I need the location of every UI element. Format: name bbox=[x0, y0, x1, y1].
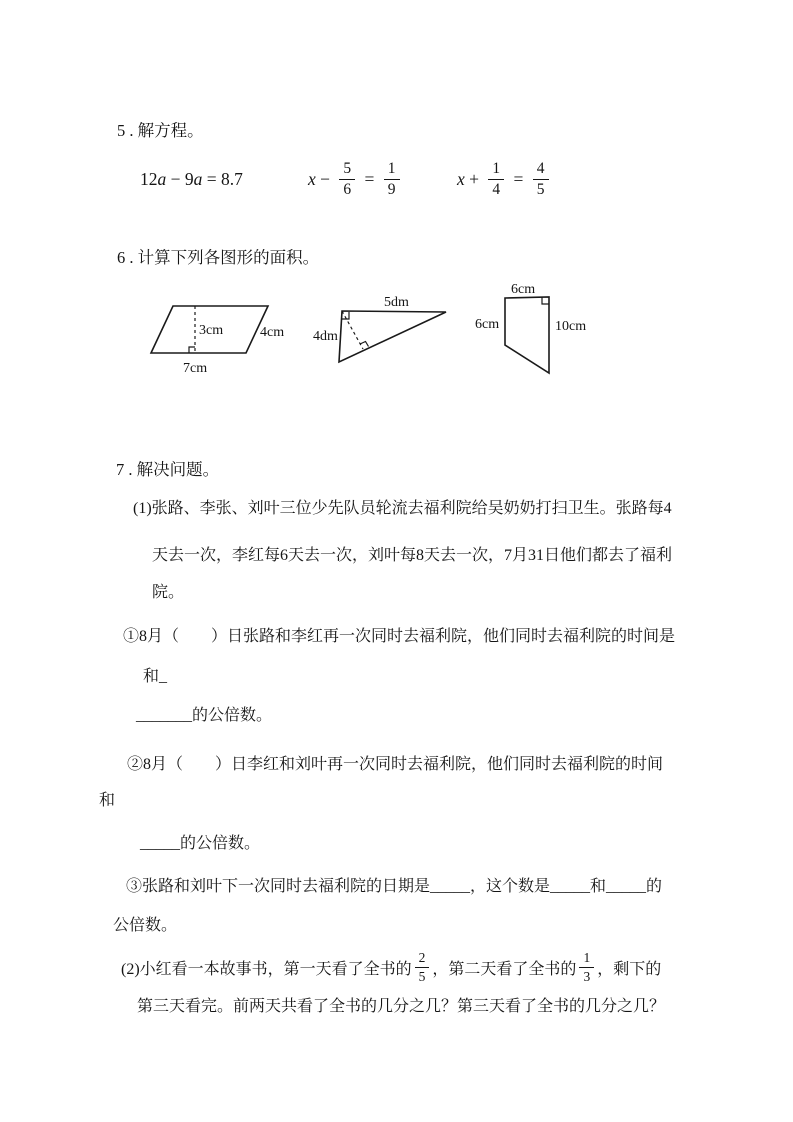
parallelogram-height-label: 3cm bbox=[199, 323, 224, 338]
part2-frac2-denominator: 3 bbox=[583, 968, 591, 984]
equation-2 bbox=[308, 150, 405, 208]
eq2-equals: = bbox=[360, 168, 379, 189]
eq3-frac2-numerator: 4 bbox=[533, 160, 549, 180]
part2-fraction-2 bbox=[579, 950, 594, 984]
problem7-title: 7 . 解决问题。 bbox=[116, 460, 220, 479]
eq3-frac1-numerator: 1 bbox=[488, 160, 504, 180]
eq1-var1: a bbox=[157, 168, 167, 189]
part2-frac1-denominator: 5 bbox=[418, 968, 426, 984]
trapezoid-right-label: 10cm bbox=[555, 319, 587, 334]
eq3-fraction-2 bbox=[533, 160, 549, 199]
part2-mid: ，第二天看了全书的 bbox=[432, 960, 577, 978]
eq1-rhs: = 8.7 bbox=[202, 168, 243, 189]
eq2-fraction-1 bbox=[339, 160, 355, 199]
parallelogram-figure bbox=[143, 296, 305, 380]
triangle-top-label: 5dm bbox=[384, 295, 409, 310]
problem7-q1-line2: 和_ bbox=[143, 668, 168, 685]
eq1-var2: a bbox=[193, 168, 203, 189]
problem7-part2-line1 bbox=[121, 943, 661, 991]
problem6-title: 6 . 计算下列各图形的面积。 bbox=[117, 248, 320, 267]
eq2-frac2-numerator: 1 bbox=[384, 160, 400, 180]
trapezoid-right-angle-mark bbox=[542, 297, 549, 304]
problem7-q2-line3: _____的公倍数。 bbox=[140, 835, 261, 852]
eq1-coef2: 9 bbox=[184, 168, 194, 189]
eq2-frac1-denominator: 6 bbox=[343, 180, 352, 198]
parallelogram-base-label: 7cm bbox=[183, 361, 208, 376]
eq1-operator: − bbox=[166, 168, 185, 189]
problem7-q1-line3: _______的公倍数。 bbox=[136, 707, 273, 724]
part2-prefix: (2)小红看一本故事书，第一天看了全书的 bbox=[121, 960, 412, 978]
triangle-figure bbox=[312, 288, 467, 380]
problem7-part2-line2: 第三天看完。前两天共看了全书的几分之几？第三天看了全书的几分之几？ bbox=[137, 998, 666, 1015]
eq3-variable: x bbox=[457, 168, 465, 189]
eq3-frac2-denominator: 5 bbox=[536, 180, 545, 198]
eq3-fraction-1 bbox=[488, 160, 504, 199]
trapezoid-left-label: 6cm bbox=[475, 317, 500, 332]
equation-1 bbox=[140, 150, 243, 208]
problem7-part1-line2: 天去一次，李红每6天去一次，刘叶每8天去一次，7月31日他们都去了福利 bbox=[152, 547, 673, 564]
triangle-shape bbox=[339, 311, 446, 362]
parallelogram-side-label: 4cm bbox=[260, 325, 285, 340]
eq3-operator: + bbox=[464, 168, 484, 189]
part2-frac1-numerator: 2 bbox=[415, 950, 430, 968]
problem7-part1-line3: 院。 bbox=[152, 584, 185, 601]
eq1-coef1: 12 bbox=[140, 168, 158, 189]
eq3-equals: = bbox=[509, 168, 528, 189]
eq2-operator: − bbox=[315, 168, 335, 189]
eq2-variable: x bbox=[308, 168, 316, 189]
trapezoid-top-label: 6cm bbox=[511, 282, 536, 297]
parallelogram-right-angle-mark bbox=[189, 347, 195, 353]
triangle-altitude-dashed-line bbox=[342, 311, 363, 349]
trapezoid-shape bbox=[505, 297, 549, 373]
triangle-altitude-right-angle-mark bbox=[360, 342, 369, 347]
problem5-title: 5 . 解方程。 bbox=[117, 121, 204, 140]
part2-frac2-numerator: 1 bbox=[579, 950, 594, 968]
problem7-q2-line2: 和 bbox=[99, 792, 116, 809]
problem7-q2-line1: ②8月（ ）日李红和刘叶再一次同时去福利院，他们同时去福利院的时间 bbox=[127, 756, 664, 773]
part2-fraction-1 bbox=[415, 950, 430, 984]
problem7-q3-line2: 公倍数。 bbox=[113, 917, 178, 934]
eq3-frac1-denominator: 4 bbox=[492, 180, 501, 198]
eq2-frac2-denominator: 9 bbox=[387, 180, 396, 198]
triangle-left-label: 4dm bbox=[313, 329, 338, 344]
problem7-q3-line1: ③张路和刘叶下一次同时去福利院的日期是_____，这个数是_____和_____的 bbox=[126, 878, 663, 895]
eq2-frac1-numerator: 5 bbox=[339, 160, 355, 180]
problem7-part1-line1: (1)张路、李张、刘叶三位少先队员轮流去福利院给吴奶奶打扫卫生。张路每4 bbox=[133, 500, 672, 517]
equation-3 bbox=[457, 150, 554, 208]
trapezoid-figure bbox=[473, 280, 605, 388]
problem7-q1-line1: ①8月（ ）日张路和李红再一次同时去福利院，他们同时去福利院的时间是 bbox=[123, 628, 676, 645]
part2-suffix: ，剩下的 bbox=[597, 960, 662, 978]
eq2-fraction-2 bbox=[384, 160, 400, 199]
